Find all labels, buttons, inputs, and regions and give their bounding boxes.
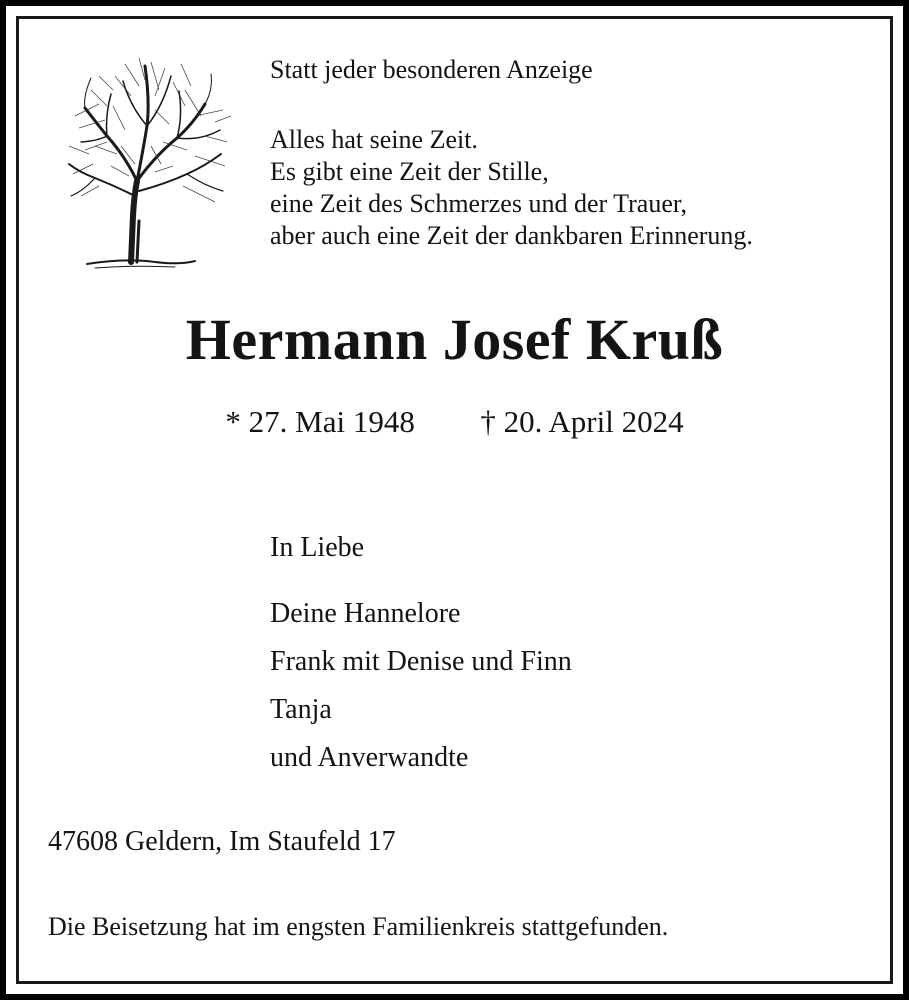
death-date: † 20. April 2024	[480, 404, 684, 439]
burial-note: Die Beisetzung hat im engsten Familienkreis stattgefunden.	[48, 912, 669, 941]
deceased-name: Hermann Josef Kruß	[185, 307, 724, 372]
poem-line: Alles hat seine Zeit.	[270, 125, 478, 154]
intro-text: Statt jeder besonderen Anzeige	[270, 55, 593, 84]
poem-line: eine Zeit des Schmerzes und der Trauer,	[270, 189, 688, 218]
bare-tree-icon	[55, 46, 235, 274]
poem-line: Es gibt eine Zeit der Stille,	[270, 157, 549, 186]
birth-date: * 27. Mai 1948	[225, 404, 415, 439]
address: 47608 Geldern, Im Staufeld 17	[48, 826, 396, 857]
life-dates	[0, 404, 909, 440]
mourner-name: Frank mit Denise und Finn	[270, 646, 572, 677]
poem	[270, 124, 753, 252]
mourners-list	[270, 590, 572, 782]
poem-line: aber auch eine Zeit der dankbaren Erinnerung.	[270, 221, 753, 250]
mourner-name: Deine Hannelore	[270, 598, 461, 629]
mourner-name: Tanja	[270, 694, 332, 725]
mourners-heading: In Liebe	[270, 532, 365, 563]
mourner-name: und Anverwandte	[270, 742, 469, 773]
